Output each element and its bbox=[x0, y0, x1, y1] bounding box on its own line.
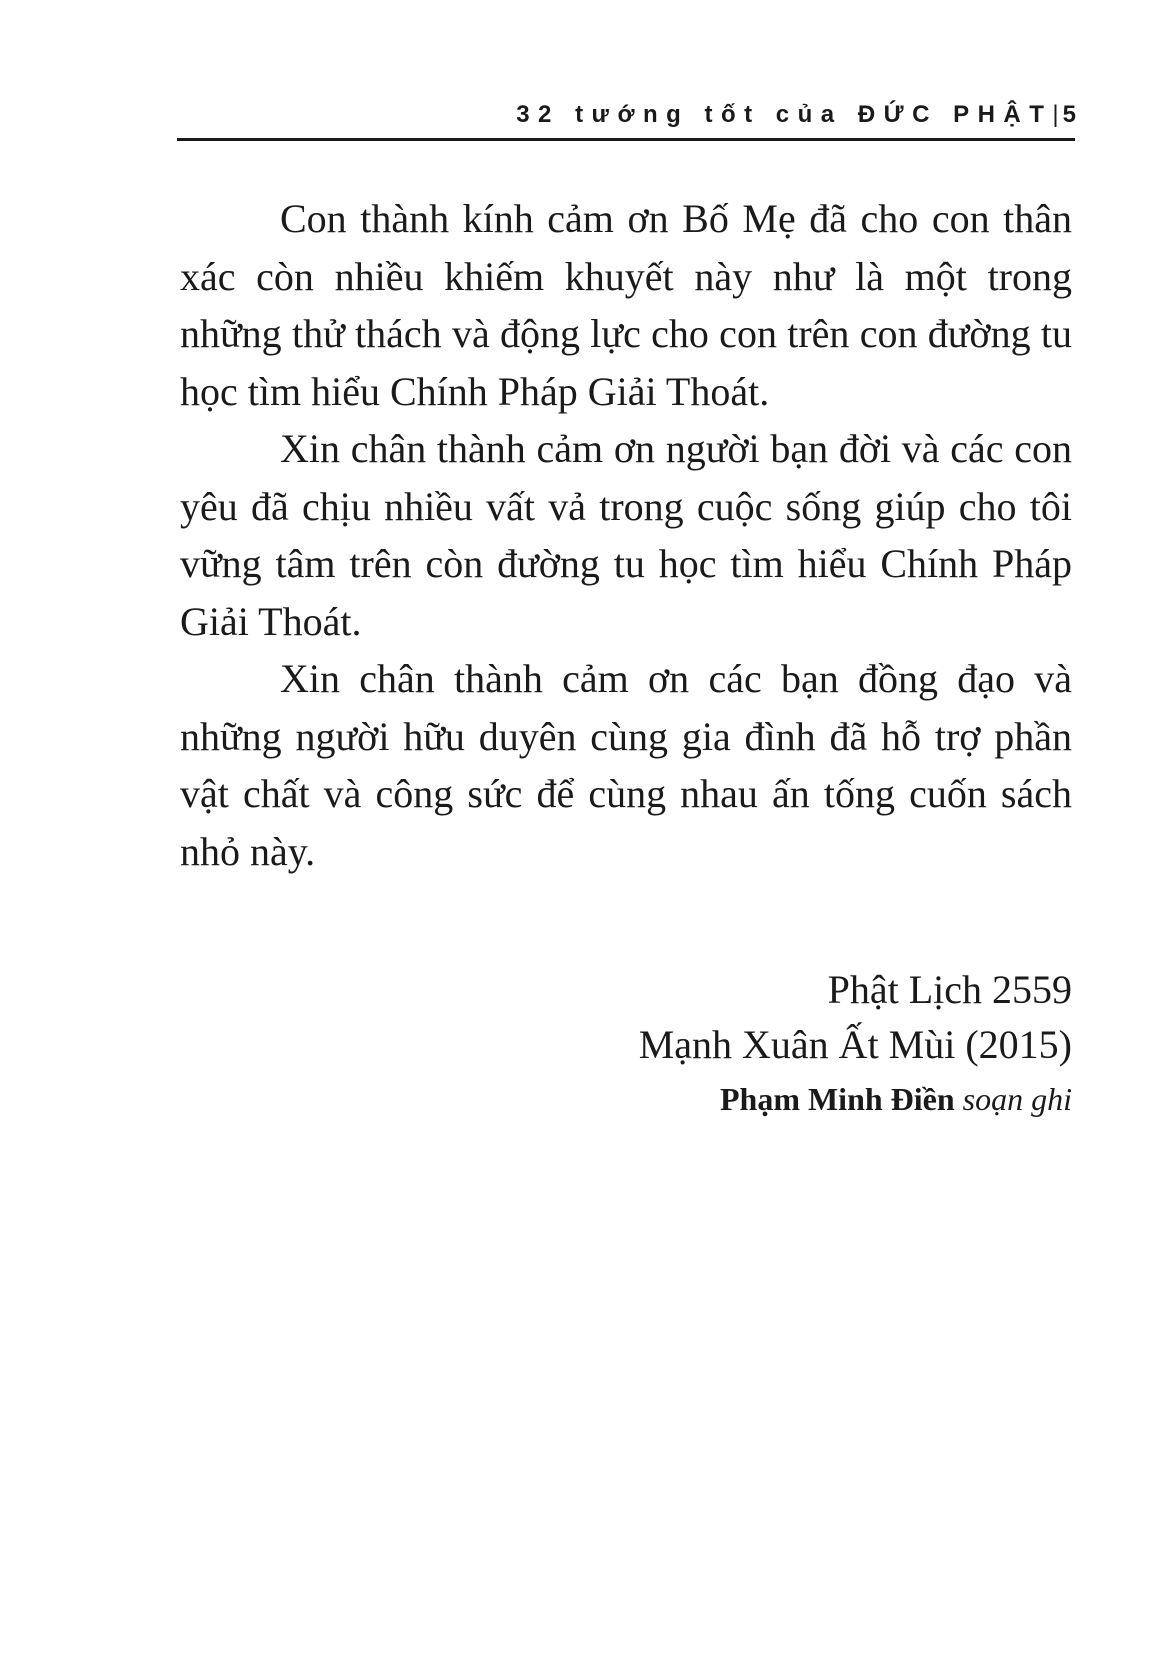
header-rule bbox=[177, 138, 1075, 141]
lunar-date: Mạnh Xuân Ất Mùi (2015) bbox=[638, 1022, 1072, 1067]
author-name: Phạm Minh Điền bbox=[719, 1081, 955, 1117]
running-header bbox=[176, 96, 1076, 134]
signature-block bbox=[180, 962, 1072, 1127]
header-separator: | bbox=[1052, 101, 1059, 128]
page-number: 5 bbox=[1062, 101, 1076, 128]
paragraph-thanks-parents: Con thành kính cảm ơn Bố Mẹ đã cho con thân xác còn nhiều khiếm khuyết này như là một trong những thử thách và động lực cho con trên con đường tu học tìm hiểu Chính Pháp Giải Thoát. bbox=[180, 196, 1072, 414]
paragraph-thanks-friends: Xin chân thành cảm ơn các bạn đồng đạo và những người hữu duyên cùng gia đình đã hỗ trợ phần vật chất và công sức để cùng nhau ấn tống cuốn sách nhỏ này. bbox=[180, 656, 1072, 874]
buddhist-era-date: Phật Lịch 2559 bbox=[827, 967, 1072, 1012]
paragraph-thanks-family: Xin chân thành cảm ơn người bạn đời và các con yêu đã chịu nhiều vất vả trong cuộc sống giúp cho tôi vững tâm trên còn đường tu học tìm hiểu Chính Pháp Giải Thoát. bbox=[180, 426, 1072, 644]
author-role: soạn ghi bbox=[962, 1081, 1072, 1117]
author-line bbox=[180, 1072, 1072, 1127]
book-title: 32 tướng tốt của ĐỨC PHẬT bbox=[516, 101, 1053, 128]
body-text bbox=[180, 190, 1072, 880]
